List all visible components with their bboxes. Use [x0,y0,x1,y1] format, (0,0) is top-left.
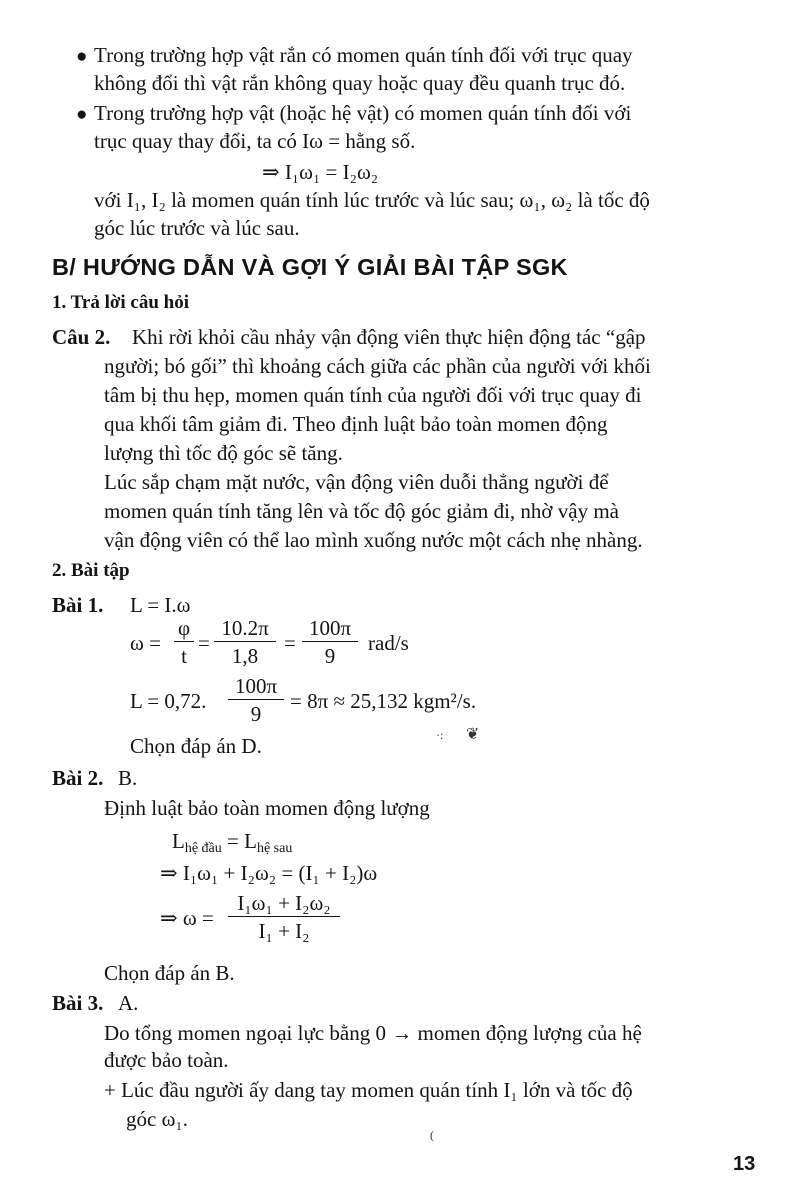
fraction-100pi-9 [302,617,358,667]
bai1-answer: Chọn đáp án D. [130,734,262,758]
denominator: 1,8 [231,644,259,668]
fraction-omega [228,892,340,942]
cau2-line: người; bó gối” thì khoảng cách giữa các phần của người với khối [104,354,651,378]
section-heading: B/ HƯỚNG DẪN VÀ GỢI Ý GIẢI BÀI TẬP SGK [52,254,568,280]
numerator: 10.2π [221,616,269,640]
print-speck: ❦ [466,726,480,743]
bai1-L-lhs: L = 0,72. [130,689,207,713]
part1-title: 1. Trả lời câu hỏi [52,292,190,313]
bai3-label: Bài 3. [52,991,104,1015]
numerator: I₁ω₁ + I₂ω₂ [237,891,331,915]
cau2-line: Lúc sắp chạm mặt nước, vận động viên duỗi thẳng người để [104,470,609,494]
bai2-law: Định luật bảo toàn momen động lượng [104,796,430,820]
print-speck: ·: [436,728,444,742]
denominator: t [181,644,187,668]
cau2-line: lượng thì tốc độ góc sẽ tăng. [104,441,343,465]
denominator: 9 [250,702,262,726]
bullet1-line1: Trong trường hợp vật rắn có momen quán tính đối với trục quay [94,43,633,67]
fraction-phi-t [174,617,194,667]
bai1-omega-lhs: ω = [130,631,161,655]
bai3-line4: góc ω₁. [126,1107,188,1131]
bai2-answer: Chọn đáp án B. [104,961,235,985]
page-number: 13 [733,1153,756,1175]
cau2-label: Câu 2. [52,325,111,349]
bai1-L-rhs: = 8π ≈ 25,132 kgm²/s. [290,689,477,713]
equals-sign: = [198,631,210,655]
bai2-eqB: ⇒ I₁ω₁ + I₂ω₂ = (I₁ + I₂)ω [160,861,378,885]
bai3-line2: được bảo toàn. [104,1048,229,1072]
equals-sign: = [284,631,296,655]
bullet2-formula: ⇒ I₁ω₁ = I₂ω₂ [262,160,379,184]
bai3-choice: A. [118,991,139,1015]
cau2-line: tâm bị thu hẹp, momen quán tính của người đối với trục quay đi [104,383,642,407]
denominator: 9 [324,644,336,668]
bullet2-line2: trục quay thay đổi, ta có Iω = hằng số. [94,129,416,153]
fraction-100pi-9 [228,675,284,725]
part2-title: 2. Bài tập [52,560,130,581]
bai2-eqA: $L_{hệ đầu} = L_{hệ sau}$ [172,829,293,856]
numerator: 100π [308,616,352,640]
cau2-line: vận động viên có thể lao mình xuống nước một cách nhẹ nhàng. [104,528,643,552]
bai1-label: Bài 1. [52,593,104,617]
bai3-line1: Do tổng momen ngoại lực bằng 0 → momen động lượng của hệ [104,1021,642,1045]
fraction-10-2pi [214,617,276,667]
bullet2-line3: với I₁, I₂ là momen quán tính lúc trước và lúc sau; ω₁, ω₂ là tốc độ [94,188,650,212]
unit-rad-s: rad/s [368,631,409,655]
bullet2-line4: góc lúc trước và lúc sau. [94,216,300,240]
bai2-choice: B. [118,766,138,790]
cau2-line: qua khối tâm giảm đi. Theo định luật bảo toàn momen động [104,412,608,436]
bai1-eq1: L = I.ω [130,593,191,617]
bai2-eqC-lhs: ⇒ ω = [160,906,214,930]
denominator: I₁ + I₂ [258,919,310,943]
numerator: φ [177,616,191,640]
numerator: 100π [234,674,278,698]
print-speck: ( [430,1128,434,1142]
bullet2-line1: Trong trường hợp vật (hoặc hệ vật) có momen quán tính đối với [94,101,632,125]
cau2-line: Khi rời khỏi cầu nhảy vận động viên thực hiện động tác “gập [132,325,646,349]
bullet1-line2: không đổi thì vật rắn không quay hoặc quay đều quanh trục đó. [94,71,626,95]
bullet-dot: ● [76,104,88,125]
bai2-label: Bài 2. [52,766,104,790]
bai3-line3: + Lúc đầu người ấy dang tay momen quán tính I₁ lớn và tốc độ [104,1078,633,1102]
cau2-line: momen quán tính tăng lên và tốc độ góc giảm đi, nhờ vậy mà [104,499,619,523]
bullet-dot: ● [76,46,88,67]
